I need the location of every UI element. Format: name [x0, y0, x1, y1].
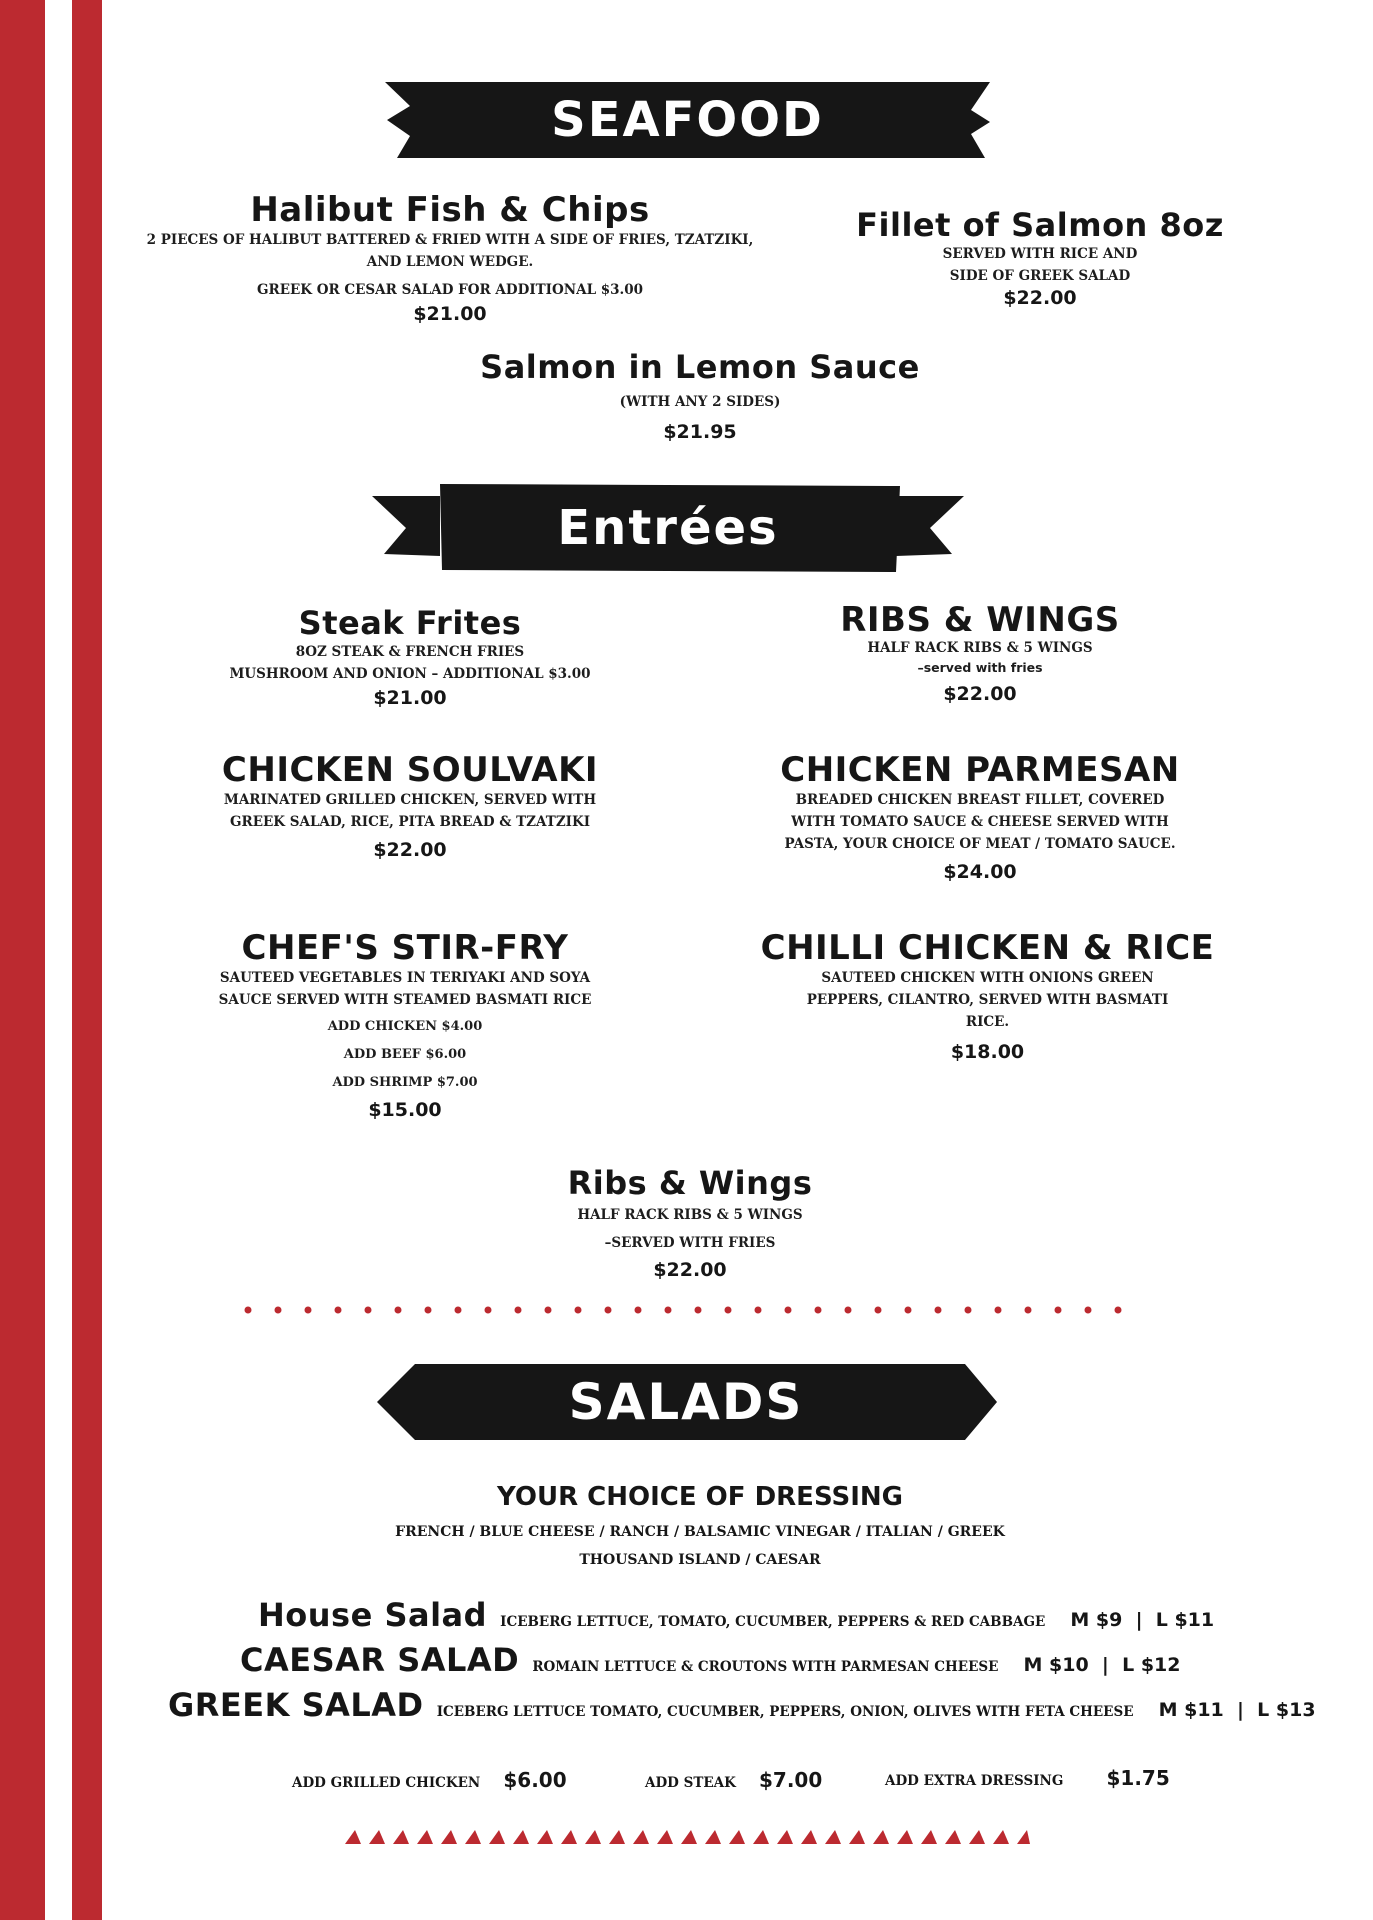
item-addons: ADD CHICKEN $4.00 ADD BEEF $6.00 ADD SHRIMP $7.00: [327, 1019, 483, 1091]
item-name: CHEF'S STIR-FRY: [241, 928, 569, 968]
salad-desc: ICEBERG LETTUCE TOMATO, CUCUMBER, PEPPERS, ONION, OLIVES WITH FETA CHEESE: [436, 1704, 1134, 1720]
item-desc: SAUTEED CHICKEN WITH ONIONS GREEN PEPPERS, CILANTRO, SERVED WITH BASMATI RICE.: [806, 970, 1169, 1031]
salad-price: M $9 | L $11: [1070, 1609, 1215, 1631]
salad-row-house: [258, 1596, 1214, 1634]
item-desc: MARINATED GRILLED CHICKEN, SERVED WITH GREEK SALAD, RICE, PITA BREAD & TZATZIKI: [223, 792, 597, 831]
item-price: $21.95: [663, 421, 737, 444]
menu-item-chilli-chicken-rice: [760, 930, 1215, 1063]
item-price: $15.00: [368, 1099, 442, 1122]
salads-title: SALADS: [568, 1373, 804, 1431]
left-red-stripe: [0, 0, 45, 1920]
item-desc: BREADED CHICKEN BREAST FILLET, COVERED WITH TOMATO SAUCE & CHEESE SERVED WITH PASTA, YOUR CHOICE OF MEAT / TOMATO SAUCE.: [784, 792, 1176, 853]
item-desc: HALF RACK RIBS & 5 WINGS –served with fries: [867, 640, 1093, 676]
item-price: $21.00: [413, 303, 487, 326]
item-name: Ribs & Wings: [567, 1164, 813, 1202]
left-red-stripe-thin: [72, 0, 102, 1920]
salads-banner: [375, 1362, 997, 1442]
item-desc: (WITH ANY 2 SIDES): [619, 394, 781, 411]
item-price: $22.00: [653, 1259, 727, 1282]
salad-price: M $10 | L $12: [1023, 1654, 1181, 1676]
seafood-title: SEAFOOD: [551, 92, 824, 148]
salad-name: House Salad: [258, 1596, 488, 1634]
item-price: $21.00: [373, 687, 447, 710]
item-desc: HALF RACK RIBS & 5 WINGS –SERVED WITH FRIES: [577, 1207, 803, 1252]
seafood-banner: [385, 80, 990, 160]
addon-extra-dressing: ADD EXTRA DRESSING $1.75: [885, 1766, 1170, 1790]
menu-item-chicken-soulvaki: [180, 752, 640, 861]
addon-steak: ADD STEAK $7.00: [645, 1768, 823, 1792]
menu-item-ribs-wings: [760, 602, 1200, 705]
item-desc: 2 PIECES OF HALIBUT BATTERED & FRIED WITH A SIDE OF FRIES, TZATZIKI, AND LEMON WEDGE. GREEK OR CESAR SALAD FOR ADDITIONAL $3.00: [146, 232, 754, 299]
item-price: $24.00: [943, 861, 1017, 884]
dressing-section: [310, 1482, 1090, 1574]
menu-item-steak-frites: [180, 606, 640, 709]
item-name: CHICKEN SOULVAKI: [221, 750, 599, 790]
item-name: Steak Frites: [298, 604, 522, 642]
item-name: CHILLI CHICKEN & RICE: [760, 928, 1215, 968]
item-desc: SERVED WITH RICE AND SIDE OF GREEK SALAD: [942, 246, 1138, 285]
dressing-options: FRENCH / BLUE CHEESE / RANCH / BALSAMIC VINEGAR / ITALIAN / GREEK THOUSAND ISLAND / CAESAR: [395, 1524, 1005, 1568]
dressing-title: YOUR CHOICE OF DRESSING: [496, 1482, 904, 1512]
item-price: $22.00: [943, 683, 1017, 706]
addon-grilled-chicken: ADD GRILLED CHICKEN $6.00: [292, 1768, 567, 1792]
item-desc: SAUTEED VEGETABLES IN TERIYAKI AND SOYA SAUCE SERVED WITH STEAMED BASMATI RICE: [218, 970, 592, 1009]
salad-desc: ICEBERG LETTUCE, TOMATO, CUCUMBER, PEPPERS & RED CABBAGE: [500, 1614, 1046, 1630]
item-name: Salmon in Lemon Sauce: [480, 348, 920, 386]
menu-item-chefs-stir-fry: [175, 930, 635, 1121]
salad-price: M $11 | L $13: [1158, 1699, 1316, 1721]
salad-row-greek: [168, 1686, 1316, 1724]
item-name: Fillet of Salmon 8oz: [856, 206, 1224, 244]
menu-item-ribs-wings-center: [460, 1166, 920, 1281]
dotted-divider: [240, 1300, 1140, 1320]
item-name: CHICKEN PARMESAN: [780, 750, 1180, 790]
item-price: $22.00: [1003, 287, 1077, 310]
triangle-divider: [345, 1828, 1030, 1844]
entrees-banner: [372, 482, 964, 574]
menu-item-fillet-salmon: [820, 208, 1260, 309]
item-price: $18.00: [950, 1041, 1025, 1064]
item-price: $22.00: [373, 839, 447, 862]
salad-row-caesar: [240, 1641, 1180, 1679]
menu-item-salmon-lemon: [440, 350, 960, 443]
salad-desc: ROMAIN LETTUCE & CROUTONS WITH PARMESAN CHEESE: [532, 1659, 999, 1675]
entrees-title: Entrées: [557, 500, 779, 556]
menu-item-halibut: [120, 192, 780, 325]
menu-item-chicken-parmesan: [750, 752, 1210, 883]
item-name: RIBS & WINGS: [840, 600, 1120, 640]
item-name: Halibut Fish & Chips: [250, 190, 650, 230]
salad-name: GREEK SALAD: [168, 1686, 424, 1724]
item-desc: 8OZ STEAK & FRENCH FRIES MUSHROOM AND ONION – ADDITIONAL $3.00: [229, 644, 591, 683]
salad-name: CAESAR SALAD: [240, 1641, 520, 1679]
